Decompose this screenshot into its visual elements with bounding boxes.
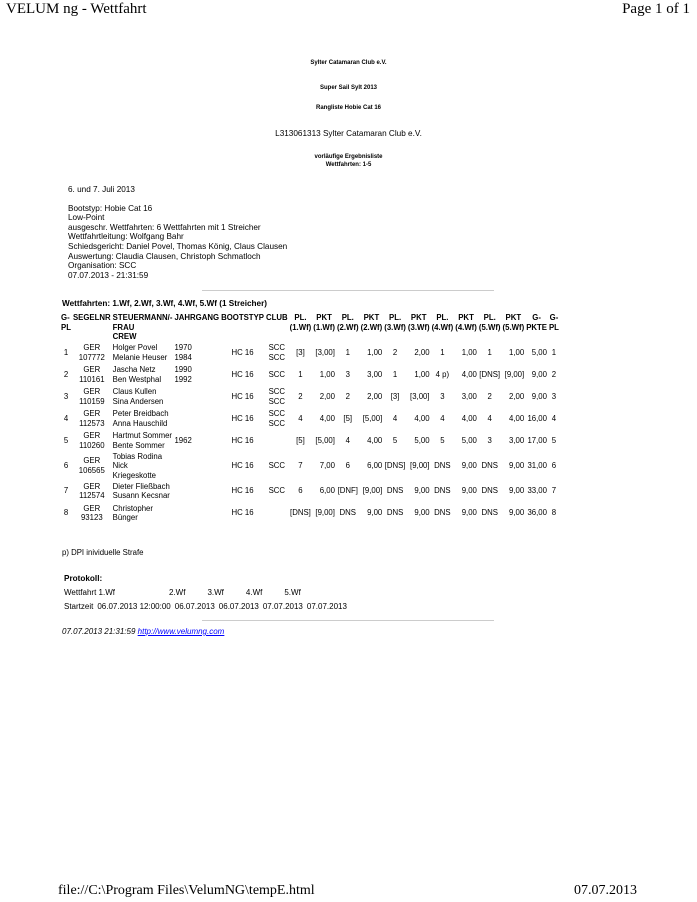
divider: [202, 620, 494, 621]
points-cell: 1,00: [461, 348, 477, 358]
place-cell: 1: [440, 348, 445, 358]
points-cell: [5,00]: [315, 436, 335, 446]
print-date: 07.07.2013: [574, 883, 637, 898]
points-cell: 2,00: [509, 392, 525, 402]
place-cell: 7: [298, 461, 303, 471]
table-row: [60, 502, 560, 524]
col-pkt3: PKT (3.Wf): [407, 313, 430, 332]
browser-title: VELUM ng - Wettfahrt: [6, 1, 147, 17]
points-cell: [3,00]: [410, 392, 430, 402]
birth-years: [173, 502, 220, 524]
points-cell: 9,00: [414, 486, 430, 496]
place-cell: 1: [392, 370, 398, 380]
points-cell: 9,00: [509, 486, 525, 496]
points-cell: 4,00: [461, 370, 477, 380]
points-cell: 9,00: [461, 486, 477, 496]
info-line: Bootstyp: Hobie Cat 16: [68, 203, 153, 213]
boat-type: HC 16: [231, 486, 254, 496]
col-jahrgang: JAHRGANG: [174, 313, 220, 322]
points-cell: 4,00: [367, 436, 383, 446]
place-cell: [DNF]: [337, 486, 358, 496]
points-cell: [3,00]: [315, 348, 335, 358]
info-line: Organisation: SCC: [68, 261, 137, 271]
sail-number: GER 106565: [78, 456, 105, 475]
crew-names: Peter Breidbach Anna Hauschild: [112, 409, 169, 428]
place-cell: 3: [345, 370, 350, 380]
place-cell: 1: [345, 348, 350, 358]
table-row: [60, 408, 560, 430]
club: SCC: [268, 370, 286, 380]
event-dates: 6. und 7. Juli 2013: [68, 185, 135, 194]
boat-type: HC 16: [231, 461, 254, 471]
points-cell: 5,00: [461, 436, 477, 446]
place-cell: 3: [487, 436, 492, 446]
timestamp: 07.07.2013 21:31:59: [62, 627, 136, 636]
points-cell: 9,00: [461, 461, 477, 471]
penalty-note: p) DPI inividuelle Strafe: [62, 548, 144, 557]
points-cell: 6,00: [319, 486, 335, 496]
points-cell: [9,00]: [315, 508, 335, 518]
birth-years: [173, 480, 220, 502]
sail-number: GER 110260: [79, 431, 105, 450]
place-cell: 4: [345, 436, 350, 446]
crew-names: Jascha Netz Ben Westphal: [112, 365, 162, 384]
place-cell: 4: [298, 414, 303, 424]
info-line: Low-Point: [68, 213, 105, 223]
rank-cell: 2: [63, 370, 69, 380]
table-row: [60, 452, 560, 480]
points-cell: 4,00: [461, 414, 477, 424]
place-cell: DNS: [339, 508, 356, 518]
total-points: 17,00: [527, 436, 547, 446]
rank-cell: 1: [63, 348, 69, 358]
place-cell: 4: [487, 414, 492, 424]
total-points: 16,00: [527, 414, 547, 424]
col-pkt4: PKT (4.Wf): [455, 313, 477, 332]
col-crew: STEUERMANN/- FRAU CREW: [112, 313, 173, 342]
page-indicator: Page 1 of 1: [622, 1, 690, 17]
col-pkt1: PKT (1.Wf): [313, 313, 335, 332]
place-cell: [5]: [343, 414, 353, 424]
place-cell: 5: [392, 436, 398, 446]
table-row: [60, 364, 560, 386]
protokoll-cell: 06.07.2013: [174, 602, 215, 611]
table-header-row: [60, 313, 560, 342]
club: [265, 430, 289, 452]
total-points: 9,00: [531, 370, 547, 380]
club: SCC: [268, 461, 286, 471]
velumng-link[interactable]: http://www.velumng.com: [137, 627, 225, 636]
col-pl5: PL. (5.Wf): [478, 313, 501, 332]
boat-type: HC 16: [231, 436, 254, 446]
crew-names: Christopher Bünger: [112, 503, 153, 522]
info-line: Wettfahrtleitung: Wolfgang Bahr: [68, 232, 184, 242]
final-rank: 4: [551, 414, 557, 424]
place-cell: [DNS]: [290, 508, 311, 518]
total-points: 36,00: [527, 508, 547, 518]
points-cell: 1,00: [319, 370, 335, 380]
protokoll-cell: 3.Wf: [207, 588, 224, 597]
birth-years: [173, 386, 220, 408]
col-pkt5: PKT (5.Wf): [502, 313, 525, 332]
sail-number: GER 112573: [79, 409, 105, 428]
points-cell: [5,00]: [362, 414, 383, 424]
col-gpl2: G- PL: [548, 313, 559, 332]
col-gpkte: G- PKTE: [526, 313, 547, 332]
protokoll-cell: 4.Wf: [245, 588, 263, 597]
timestamp-line: [62, 627, 224, 636]
place-cell: 2: [487, 392, 492, 402]
points-cell: 9,00: [414, 508, 430, 518]
points-cell: 9,00: [509, 461, 525, 471]
protokoll-cell: Wettfahrt 1.Wf: [64, 588, 115, 597]
total-points: 9,00: [531, 392, 547, 402]
points-cell: 1,00: [367, 348, 383, 358]
place-cell: 4 p): [435, 370, 450, 380]
points-cell: 9,00: [461, 508, 477, 518]
col-gpl: G- PL: [61, 313, 71, 332]
place-cell: 4: [440, 414, 445, 424]
protokoll-table: [62, 587, 303, 599]
birth-years: 1962: [174, 436, 192, 446]
sail-number: GER 110161: [79, 365, 105, 384]
points-cell: [9,00]: [504, 370, 525, 380]
place-cell: DNS: [481, 486, 498, 496]
boat-type: HC 16: [231, 508, 254, 518]
points-cell: 6,00: [367, 461, 383, 471]
rank-cell: 7: [63, 486, 69, 496]
info-line: 07.07.2013 - 21:31:59: [68, 270, 149, 280]
rank-cell: 8: [63, 508, 69, 518]
points-cell: 1,00: [509, 348, 525, 358]
final-rank: 2: [551, 370, 557, 380]
col-segelnr: SEGELNR: [72, 313, 111, 322]
place-cell: [3]: [296, 348, 305, 358]
final-rank: 8: [551, 508, 557, 518]
divider: [202, 290, 494, 291]
boat-type: HC 16: [231, 348, 254, 358]
birth-years: [173, 408, 220, 430]
points-cell: 1,00: [414, 370, 430, 380]
points-cell: 9,00: [509, 508, 525, 518]
club: SCC SCC: [268, 343, 286, 362]
sail-number: GER 93123: [80, 503, 103, 522]
points-cell: 4,00: [319, 414, 335, 424]
info-line: ausgeschr. Wettfahrten: 6 Wettfahrten mit 1 Streicher: [68, 222, 261, 232]
crew-names: Dieter Fließbach Susann Kecsnar: [112, 481, 170, 500]
info-line: Auswertung: Claudia Clausen, Christoph Schmatloch: [68, 251, 261, 261]
birth-years: 1990 1992: [174, 365, 192, 384]
boat-type: HC 16: [231, 414, 254, 424]
col-pl4: PL. (4.Wf): [431, 313, 454, 332]
place-cell: 1: [487, 348, 492, 358]
place-cell: DNS: [434, 508, 451, 518]
file-path: file://C:\Program Files\VelumNG\tempE.html: [58, 883, 315, 898]
points-cell: 2,00: [319, 392, 335, 402]
crew-names: Hartmut Sommer Bente Sommer: [112, 431, 173, 450]
list-title: Rangliste Hobie Cat 16: [315, 105, 381, 111]
place-cell: DNS: [481, 461, 498, 471]
points-cell: [9,00]: [362, 486, 383, 496]
rank-cell: 3: [63, 392, 69, 402]
final-rank: 1: [551, 348, 557, 358]
protokoll-table-start: [62, 601, 349, 613]
place-cell: 2: [298, 392, 303, 402]
club: SCC SCC: [268, 409, 286, 428]
sail-number: GER 110159: [79, 387, 105, 406]
total-points: 31,00: [527, 461, 547, 471]
table-row: [60, 342, 560, 364]
col-pl1: PL. (1.Wf): [289, 313, 312, 332]
crew-names: Claus Kullen Sina Andersen: [112, 387, 164, 406]
protokoll-cell: 06.07.2013: [218, 602, 259, 611]
club-title: Sylter Catamaran Club e.V.: [310, 60, 387, 66]
results-title: Wettfahrten: 1.Wf, 2.Wf, 3.Wf, 4.Wf, 5.Wf (1 Streicher): [62, 299, 267, 308]
protokoll-cell: 5.Wf: [284, 588, 301, 597]
event-info: [68, 185, 287, 280]
club: SCC: [268, 486, 286, 496]
points-cell: 5,00: [414, 436, 430, 446]
points-cell: 3,00: [367, 370, 383, 380]
points-cell: [9,00]: [410, 461, 430, 471]
protokoll-cell: 2.Wf: [168, 588, 186, 597]
place-cell: 2: [345, 392, 350, 402]
place-cell: 2: [392, 348, 398, 358]
event-title: Super Sail Sylt 2013: [319, 85, 378, 91]
col-club: CLUB: [265, 313, 288, 322]
place-cell: [DNS]: [384, 461, 406, 471]
total-points: 5,00: [531, 348, 547, 358]
points-cell: 2,00: [367, 392, 383, 402]
place-cell: DNS: [434, 486, 451, 496]
boat-type: HC 16: [231, 392, 254, 402]
prelim-label: vorläufige Ergebnisliste: [314, 154, 383, 160]
total-points: 33,00: [527, 486, 547, 496]
place-cell: [3]: [390, 392, 400, 402]
col-pl2: PL. (2.Wf): [336, 313, 359, 332]
crew-names: Tobias Rodina Nick Kriegeskotte: [112, 451, 163, 480]
col-bootstyp: BOOTSTYP: [221, 313, 264, 322]
place-cell: [5]: [296, 436, 305, 446]
protokoll-row: [62, 601, 349, 613]
club: [265, 502, 289, 524]
results-table: [60, 313, 560, 524]
col-pl3: PL. (3.Wf): [384, 313, 406, 332]
table-row: [60, 430, 560, 452]
table-row: [60, 386, 560, 408]
place-cell: 6: [345, 461, 350, 471]
final-rank: 6: [551, 461, 557, 471]
protokoll-cell: 06.07.2013 12:00:00: [97, 602, 171, 611]
place-cell: 1: [298, 370, 303, 380]
points-cell: 2,00: [414, 348, 430, 358]
protokoll-cell: 07.07.2013: [306, 602, 347, 611]
place-cell: DNS: [386, 486, 404, 496]
points-cell: 3,00: [461, 392, 477, 402]
sail-number: GER 107772: [78, 343, 105, 362]
info-line: Schiedsgericht: Daniel Povel, Thomas König, Claus Clausen: [68, 241, 288, 251]
points-cell: 4,00: [414, 414, 430, 424]
protokoll-title: Protokoll:: [64, 574, 103, 583]
points-cell: 7,00: [319, 461, 335, 471]
sail-number: GER 112574: [79, 481, 105, 500]
protokoll-cell: 07.07.2013: [262, 602, 303, 611]
place-cell: 5: [440, 436, 445, 446]
place-cell: 3: [440, 392, 445, 402]
protokoll-cell: Startzeit: [64, 602, 94, 611]
protokoll-row: [62, 587, 303, 599]
rank-cell: 4: [63, 414, 69, 424]
rank-cell: 5: [63, 436, 69, 446]
final-rank: 3: [551, 392, 557, 402]
place-cell: DNS: [481, 508, 498, 518]
place-cell: DNS: [386, 508, 404, 518]
final-rank: 7: [551, 486, 557, 496]
place-cell: 6: [298, 486, 303, 496]
points-cell: 4,00: [509, 414, 525, 424]
table-row: [60, 480, 560, 502]
crew-names: Holger Povel Melanie Heuser: [112, 343, 168, 362]
club: SCC SCC: [268, 387, 286, 406]
club-code: L313061313 Sylter Catamaran Club e.V.: [275, 129, 422, 138]
birth-years: 1970 1984: [174, 343, 192, 362]
rank-cell: 6: [63, 461, 69, 471]
col-pkt2: PKT (2.Wf): [360, 313, 383, 332]
races-label: Wettfahrten: 1-5: [325, 162, 372, 168]
final-rank: 5: [551, 436, 557, 446]
boat-type: HC 16: [231, 370, 254, 380]
birth-years: [173, 452, 220, 480]
place-cell: [DNS]: [479, 370, 501, 380]
place-cell: DNS: [434, 461, 451, 471]
place-cell: 4: [392, 414, 398, 424]
points-cell: 9,00: [367, 508, 383, 518]
points-cell: 3,00: [509, 436, 525, 446]
